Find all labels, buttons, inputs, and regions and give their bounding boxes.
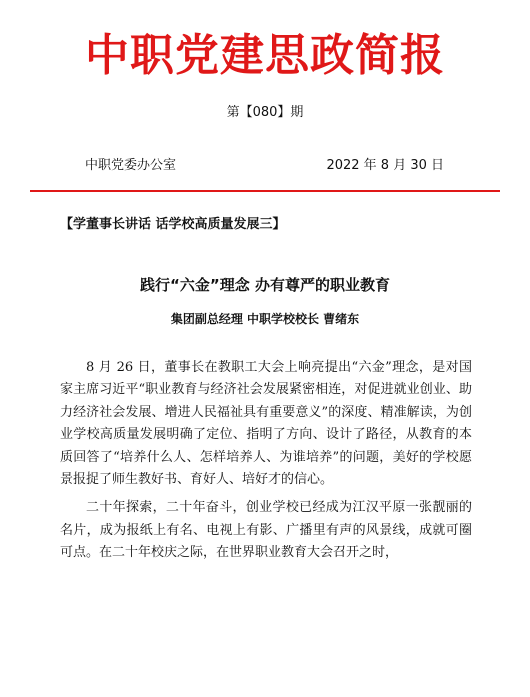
paragraph: 8 月 26 日，董事长在教职工大会上响亮提出“六金”理念，是对国家主席习近平“职业教育与经济社会发展紧密相连，对促进就业创业、助力经济社会发展、增进人民福祉具有重要意义”的深度、精准解读，为创业学校高质量发展明确了定位、指明了方向、设计了路径，从教育的本质回答了“培养什么人、怎样培养人、为谁培养”的问题，美好的学校愿景报捉了师生教好书、育好人、培好才的信心。 <box>60 360 472 488</box>
article-title: 践行“六金”理念 办有尊严的职业教育 <box>140 276 390 294</box>
article-body <box>60 357 472 571</box>
paragraph: 二十年探索，二十年奋斗，创业学校已经成为江汉平原一张靓丽的名片，成为报纸上有名、电视上有影、广播里有声的风景线，成就可圈可点。在二十年校庆之际，在世界职业教育大会召开之时， <box>60 500 472 561</box>
red-divider <box>30 190 500 192</box>
issue-number: 第【080】期 <box>226 105 304 120</box>
masthead-title: 中职党建思政简报 <box>85 30 445 81</box>
issue-date: 2022 年 8 月 30 日 <box>326 158 444 173</box>
issuing-office: 中职党委办公室 <box>85 158 177 173</box>
article-author: 集团副总经理 中职学校校长 曹绪东 <box>170 312 360 326</box>
column-title: 【学董事长讲话 话学校高质量发展三】 <box>60 217 286 232</box>
